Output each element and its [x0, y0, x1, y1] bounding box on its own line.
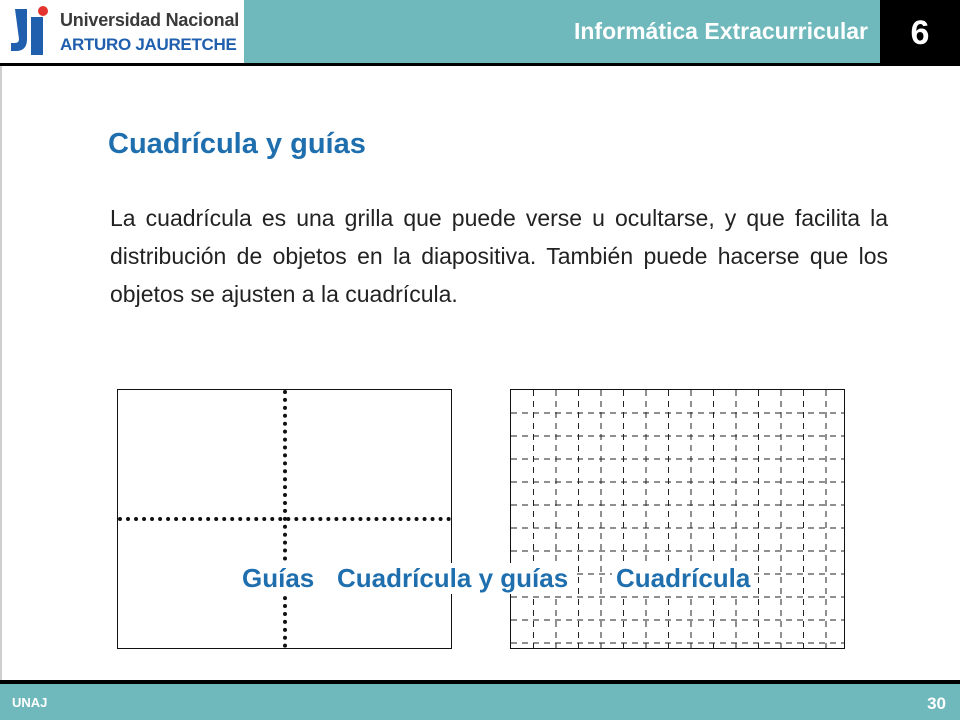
- left-divider: [0, 66, 2, 680]
- course-title: Informática Extracurricular: [573, 18, 868, 44]
- university-logo: [0, 0, 244, 63]
- grid-caption: Cuadrícula: [612, 563, 754, 594]
- unaj-logo-icon: [7, 5, 53, 59]
- logo-text-line2: ARTURO JAURETCHE: [60, 35, 237, 54]
- page-number: 30: [927, 694, 946, 713]
- guides-caption: Guías: [238, 563, 318, 594]
- header-bar: [0, 0, 960, 66]
- footer-bar: [0, 680, 960, 720]
- unit-number-badge: 6: [910, 14, 930, 52]
- grid-figure: [510, 389, 845, 649]
- slide-body-text: La cuadrícula es una grilla que puede verse u ocultarse, y que facilita la distribución de objetos en la diapositiva. También puede hacerse que los objetos se ajusten a la cuadrícula.: [110, 205, 888, 307]
- logo-text-line1: Universidad Nacional: [60, 10, 240, 30]
- course-title-band: [244, 0, 880, 63]
- guides-figure: [117, 389, 452, 649]
- horizontal-guide-line: [118, 517, 451, 521]
- grid-and-guides-caption: Cuadrícula y guías: [333, 563, 572, 594]
- footer-label: UNAJ: [12, 695, 48, 710]
- grid-pattern: [511, 390, 844, 648]
- slide-title: Cuadrícula y guías: [108, 128, 366, 160]
